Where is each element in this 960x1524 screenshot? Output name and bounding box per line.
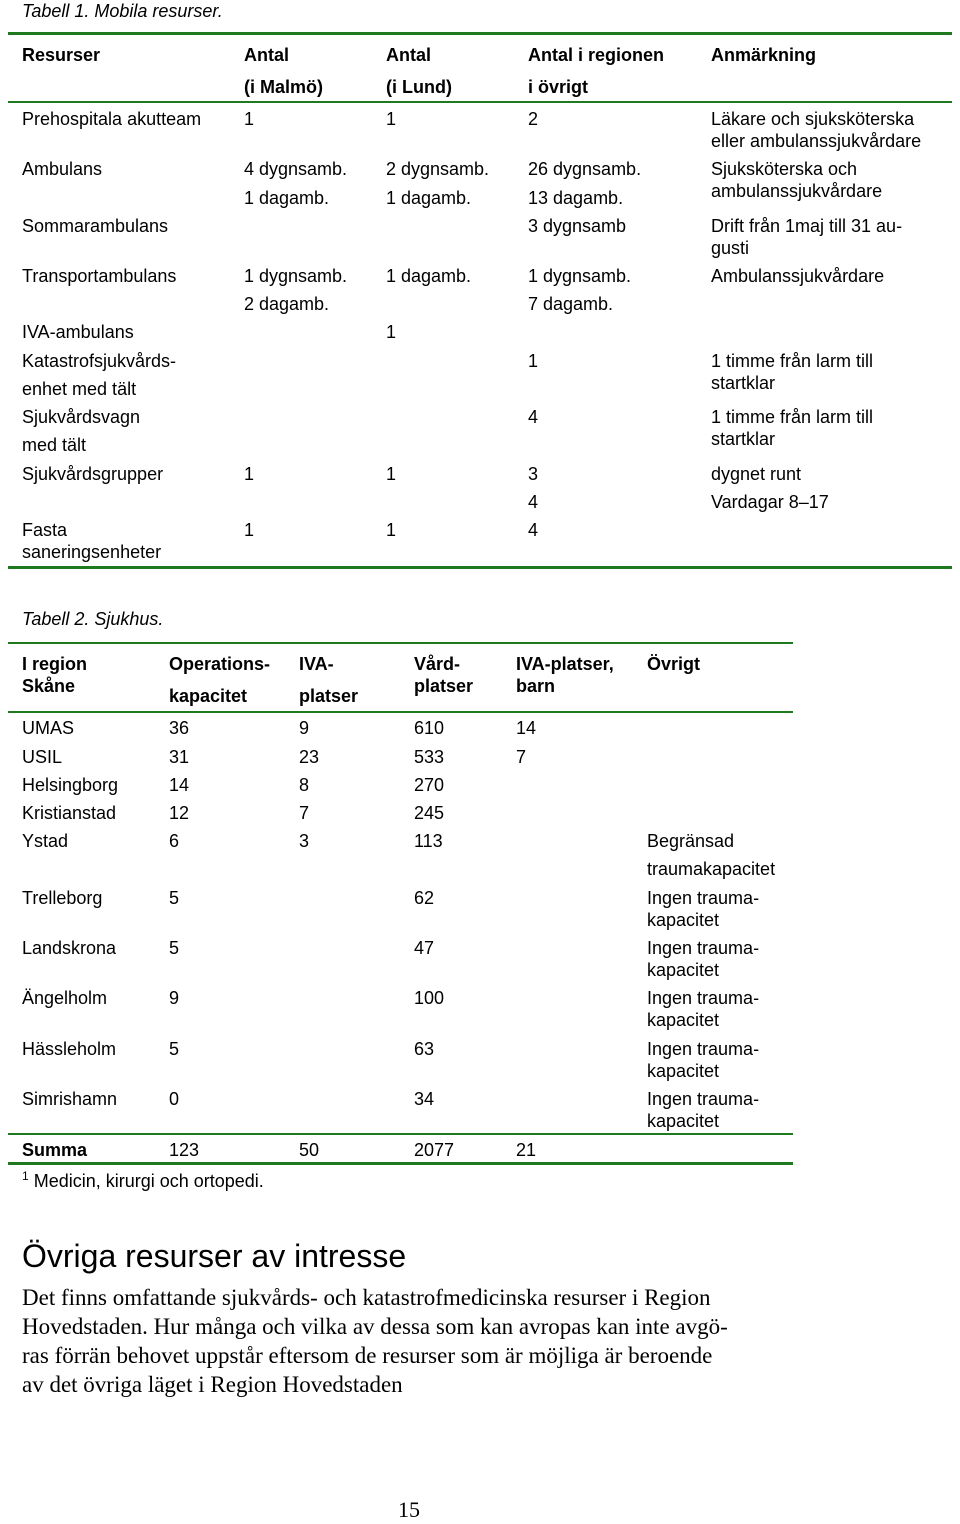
t1-row-transport-malmo-1: 1 dygnsamb. xyxy=(244,266,348,286)
t2-row-vard: 63 xyxy=(414,1039,435,1059)
t2-header-vard-sub: platser xyxy=(414,676,474,696)
t2-row-op: 14 xyxy=(169,775,190,795)
t2-row-op: 36 xyxy=(169,718,190,738)
t2-row-ovrigt-1: Ingen trauma- xyxy=(647,938,760,958)
t2-row-name: UMAS xyxy=(22,718,75,738)
t2-row-op: 9 xyxy=(169,988,180,1008)
paragraph-line: av det övriga läget i Region Hovedstaden xyxy=(22,1372,403,1397)
t2-row-ovrigt-1: Begränsad xyxy=(647,831,735,851)
t2-row-vard: 533 xyxy=(414,747,445,767)
t1-row-sjukvardsgrupper-name: Sjukvårdsgrupper xyxy=(22,464,164,484)
table1-top-rule xyxy=(8,32,952,35)
t2-row-ovrigt-2: kapacitet xyxy=(647,1111,720,1131)
t1-row-prehospitala-lund: 1 xyxy=(386,109,397,129)
t2-row-vard: 47 xyxy=(414,938,435,958)
t1-row-ambulans-name: Ambulans xyxy=(22,159,103,179)
t2-row-vard: 245 xyxy=(414,803,445,823)
t1-row-prehospitala-name: Prehospitala akutteam xyxy=(22,109,202,129)
t1-row-transport-lund: 1 dagamb. xyxy=(386,266,472,286)
t2-header-region-sub: Skåne xyxy=(22,676,76,696)
t1-row-iva-name: IVA-ambulans xyxy=(22,322,134,342)
t1-row-transport-note: Ambulanssjukvårdare xyxy=(711,266,885,286)
t1-row-sjukvardsvagn-name-2: med tält xyxy=(22,435,87,455)
t1-header-antal-region: Antal i regionen xyxy=(528,45,665,65)
t2-row-iva: 3 xyxy=(299,831,310,851)
t1-row-sjukvardsgrupper-region-2: 4 xyxy=(528,492,539,512)
t1-row-katastrof-region: 1 xyxy=(528,351,539,371)
t2-sum-iva: 50 xyxy=(299,1140,320,1160)
t1-row-prehospitala-note-2: eller ambulanssjukvårdare xyxy=(711,131,922,151)
t2-header-iva: IVA- xyxy=(299,654,334,674)
t1-row-sanering-name-2: saneringsenheter xyxy=(22,542,162,562)
t1-row-sommar-note-1: Drift från 1maj till 31 au- xyxy=(711,216,903,236)
t1-row-prehospitala-note-1: Läkare och sjuksköterska xyxy=(711,109,915,129)
t1-row-sjukvardsvagn-note-1: 1 timme från larm till xyxy=(711,407,874,427)
t2-header-iva-barn-sub: barn xyxy=(516,676,556,696)
t2-row-ovrigt-1: Ingen trauma- xyxy=(647,1089,760,1109)
t2-header-operations: Operations- xyxy=(169,654,271,674)
section-paragraph xyxy=(22,1283,728,1399)
t1-row-ambulans-malmo-2: 1 dagamb. xyxy=(244,188,330,208)
table1-header-rule xyxy=(8,101,952,103)
table2-header-rule xyxy=(8,711,793,713)
t2-row-iva: 9 xyxy=(299,718,310,738)
t2-row-vard: 100 xyxy=(414,988,445,1008)
t1-row-ambulans-note-1: Sjuksköterska och xyxy=(711,159,858,179)
t2-row-op: 5 xyxy=(169,1039,180,1059)
paragraph-line: Det finns omfattande sjukvårds- och katastrofmedicinska resurser i Region xyxy=(22,1285,711,1310)
t2-row-vard: 34 xyxy=(414,1089,435,1109)
t1-row-sjukvardsvagn-note-2: startklar xyxy=(711,429,776,449)
t2-row-vard: 270 xyxy=(414,775,445,795)
table1-bottom-rule xyxy=(8,566,952,569)
t2-row-name: Landskrona xyxy=(22,938,117,958)
table2-top-rule xyxy=(8,642,793,644)
t2-row-name: Hässleholm xyxy=(22,1039,117,1059)
t1-row-sjukvardsgrupper-region-1: 3 xyxy=(528,464,539,484)
t1-row-katastrof-name-1: Katastrofsjukvårds- xyxy=(22,351,177,371)
t2-row-vard: 113 xyxy=(414,831,443,851)
t1-row-katastrof-note-1: 1 timme från larm till xyxy=(711,351,874,371)
t1-row-sjukvardsvagn-region: 4 xyxy=(528,407,539,427)
t2-row-op: 31 xyxy=(169,747,190,767)
t1-header-antal-region-sub: i övrigt xyxy=(528,77,589,97)
t2-row-iva: 8 xyxy=(299,775,310,795)
t1-row-ambulans-region-1: 26 dygnsamb. xyxy=(528,159,642,179)
t2-row-op: 0 xyxy=(169,1089,180,1109)
t2-row-ovrigt-2: kapacitet xyxy=(647,1061,720,1081)
t2-sum-vard: 2077 xyxy=(414,1140,455,1160)
t1-row-prehospitala-malmo: 1 xyxy=(244,109,255,129)
t1-row-prehospitala-region: 2 xyxy=(528,109,539,129)
t2-row-op: 6 xyxy=(169,831,180,851)
t2-row-op: 12 xyxy=(169,803,190,823)
t2-row-name: Ängelholm xyxy=(22,988,108,1008)
paragraph-line: ras förrän behovet uppstår eftersom de resurser som är möjliga är beroende xyxy=(22,1343,713,1368)
t1-row-sommar-note-2: gusti xyxy=(711,238,750,258)
footnote-text: Medicin, kirurgi och ortopedi. xyxy=(33,1171,264,1191)
t2-row-op: 5 xyxy=(169,938,180,958)
t2-row-ovrigt-2: kapacitet xyxy=(647,910,720,930)
t2-row-barn: 7 xyxy=(516,747,527,767)
t2-row-iva: 7 xyxy=(299,803,310,823)
t1-row-ambulans-note-2: ambulanssjukvårdare xyxy=(711,181,883,201)
t2-row-barn: 14 xyxy=(516,718,537,738)
t2-row-ovrigt-1: Ingen trauma- xyxy=(647,988,760,1008)
t1-header-antal-lund: Antal xyxy=(386,45,431,65)
t1-row-ambulans-malmo-1: 4 dygnsamb. xyxy=(244,159,348,179)
t1-row-ambulans-lund-2: 1 dagamb. xyxy=(386,188,472,208)
t1-header-antal-malmo: Antal xyxy=(244,45,289,65)
section-heading: Övriga resurser av intresse xyxy=(22,1238,407,1274)
t1-row-sjukvardsvagn-name-1: Sjukvårdsvagn xyxy=(22,407,141,427)
t2-row-name: Ystad xyxy=(22,831,69,851)
t2-header-region: I region xyxy=(22,654,88,674)
t2-row-op: 5 xyxy=(169,888,180,908)
table2-footnote xyxy=(22,1170,264,1192)
table2-bottom-rule xyxy=(8,1162,793,1165)
t1-row-transport-region-2: 7 dagamb. xyxy=(528,294,614,314)
t1-row-ambulans-region-2: 13 dagamb. xyxy=(528,188,624,208)
t2-row-name: USIL xyxy=(22,747,63,767)
t2-header-iva-sub: platser xyxy=(299,686,359,706)
t1-row-sanering-malmo: 1 xyxy=(244,520,255,540)
t1-header-antal-malmo-sub: (i Malmö) xyxy=(244,77,323,97)
t2-row-name: Trelleborg xyxy=(22,888,103,908)
table2-sum-rule xyxy=(8,1133,793,1135)
t1-row-sanering-name-1: Fasta xyxy=(22,520,68,540)
t1-row-katastrof-name-2: enhet med tält xyxy=(22,379,137,399)
t2-row-name: Simrishamn xyxy=(22,1089,118,1109)
t2-header-iva-barn: IVA-platser, xyxy=(516,654,614,674)
t1-row-transport-malmo-2: 2 dagamb. xyxy=(244,294,330,314)
t2-row-ovrigt-2: traumakapacitet xyxy=(647,859,776,879)
t2-row-ovrigt-1: Ingen trauma- xyxy=(647,1039,760,1059)
t1-row-sjukvardsgrupper-malmo: 1 xyxy=(244,464,255,484)
footnote-marker: 1 xyxy=(22,1169,29,1183)
t1-header-antal-lund-sub: (i Lund) xyxy=(386,77,452,97)
t2-row-name: Kristianstad xyxy=(22,803,117,823)
paragraph-line: Hovedstaden. Hur många och vilka av dessa som kan avropas kan inte avgö- xyxy=(22,1314,728,1339)
t2-row-ovrigt-2: kapacitet xyxy=(647,1010,720,1030)
t2-row-iva: 23 xyxy=(299,747,320,767)
t2-row-name: Helsingborg xyxy=(22,775,119,795)
t1-row-sommar-name: Sommarambulans xyxy=(22,216,169,236)
t1-row-sjukvardsgrupper-lund: 1 xyxy=(386,464,397,484)
t2-sum-label: Summa xyxy=(22,1140,88,1160)
t2-row-ovrigt-1: Ingen trauma- xyxy=(647,888,760,908)
t1-row-iva-lund: 1 xyxy=(386,322,397,342)
t1-row-transport-region-1: 1 dygnsamb. xyxy=(528,266,632,286)
t2-row-vard: 62 xyxy=(414,888,435,908)
table1-caption: Tabell 1. Mobila resurser. xyxy=(22,1,223,21)
t1-header-resurser: Resurser xyxy=(22,45,101,65)
t1-row-sommar-region: 3 dygnsamb xyxy=(528,216,627,236)
t1-row-sanering-lund: 1 xyxy=(386,520,397,540)
t2-header-operations-sub: kapacitet xyxy=(169,686,248,706)
t1-header-anmarkning: Anmärkning xyxy=(711,45,817,65)
t2-header-ovrigt: Övrigt xyxy=(647,654,701,674)
page-number: 15 xyxy=(398,1497,420,1522)
t2-row-vard: 610 xyxy=(414,718,445,738)
t2-header-vard: Vård- xyxy=(414,654,461,674)
t2-row-ovrigt-2: kapacitet xyxy=(647,960,720,980)
t1-row-transport-name: Transportambulans xyxy=(22,266,177,286)
t2-sum-op: 123 xyxy=(169,1140,200,1160)
t1-row-ambulans-lund-1: 2 dygnsamb. xyxy=(386,159,490,179)
t2-sum-barn: 21 xyxy=(516,1140,537,1160)
t1-row-sanering-region: 4 xyxy=(528,520,539,540)
t1-row-sjukvardsgrupper-note-1: dygnet runt xyxy=(711,464,802,484)
t1-row-sjukvardsgrupper-note-2: Vardagar 8–17 xyxy=(711,492,829,512)
t1-row-katastrof-note-2: startklar xyxy=(711,373,776,393)
table2-caption: Tabell 2. Sjukhus. xyxy=(22,609,164,629)
